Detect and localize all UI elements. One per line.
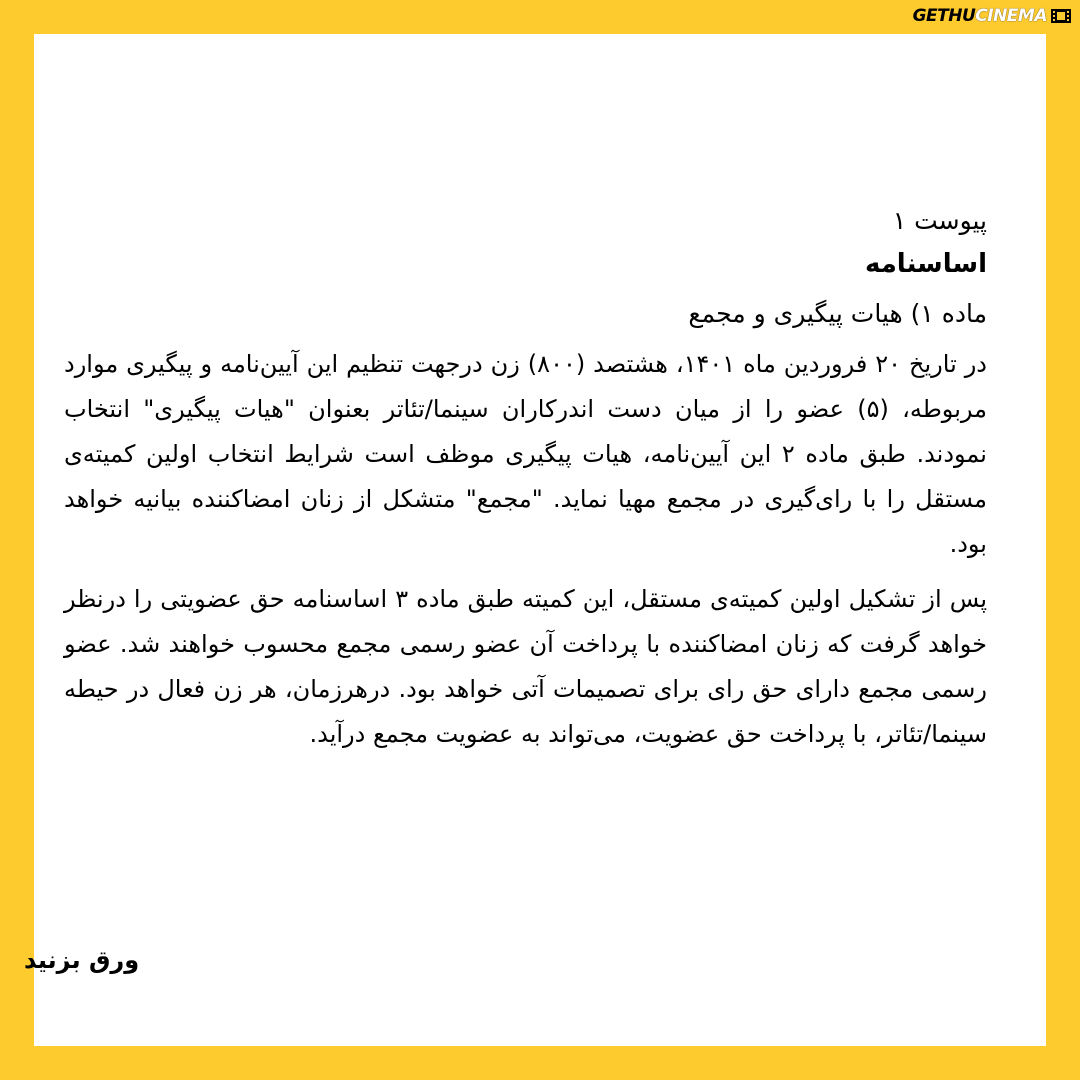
paragraph-2: پس از تشکیل اولین کمیته‌ی مستقل، این کمیته طبق ماده ۳ اساسنامه حق عضویتی را درنظر خواهد گرفت که زنان امضاکننده با پرداخت آن عضو رسمی مجمع محسوب خواهند شد. عضو رسمی مجمع دارای حق رای برای تصمیمات آتی خواهد بود. درهرزمان، هر زن فعال در حیطه سینما/تئاتر، با پرداخت حق عضویت، می‌تواند به عضویت مجمع درآید. <box>64 585 988 748</box>
article-heading: ماده ۱) هیات پیگیری و مجمع <box>688 299 987 328</box>
film-reel-icon <box>1050 6 1072 26</box>
swipe-hint: ورق بزنید <box>24 946 140 974</box>
document-title: اساسنامه <box>864 249 987 279</box>
paragraph-1: در تاریخ ۲۰ فروردین ماه ۱۴۰۱، هشتصد (۸۰۰) زن درجهت تنظیم این آیین‌نامه و پیگیری موارد مربوطه، (۵) عضو را از میان دست اندرکاران سینما/تئاتر بعنوان "هیات پیگیری" انتخاب نمودند. طبق ماده ۲ این آیین‌نامه، هیات پیگیری موظف است شرایط انتخاب اولین کمیته‌ی مستقل را با رای‌گیری در مجمع مهیا نماید. "مجمع" متشکل از زنان امضاکننده بیانیه خواهد بود. <box>64 350 987 558</box>
appendix-label: پیوست ۱ <box>892 206 987 235</box>
logo-part-cinema: CINEMA <box>975 6 1047 26</box>
logo-part-gethu: GETHU <box>912 6 976 26</box>
gethucinema-logo <box>913 4 1072 28</box>
document-content <box>64 202 987 767</box>
document-page <box>34 34 1046 1046</box>
logo-text <box>913 6 1047 26</box>
